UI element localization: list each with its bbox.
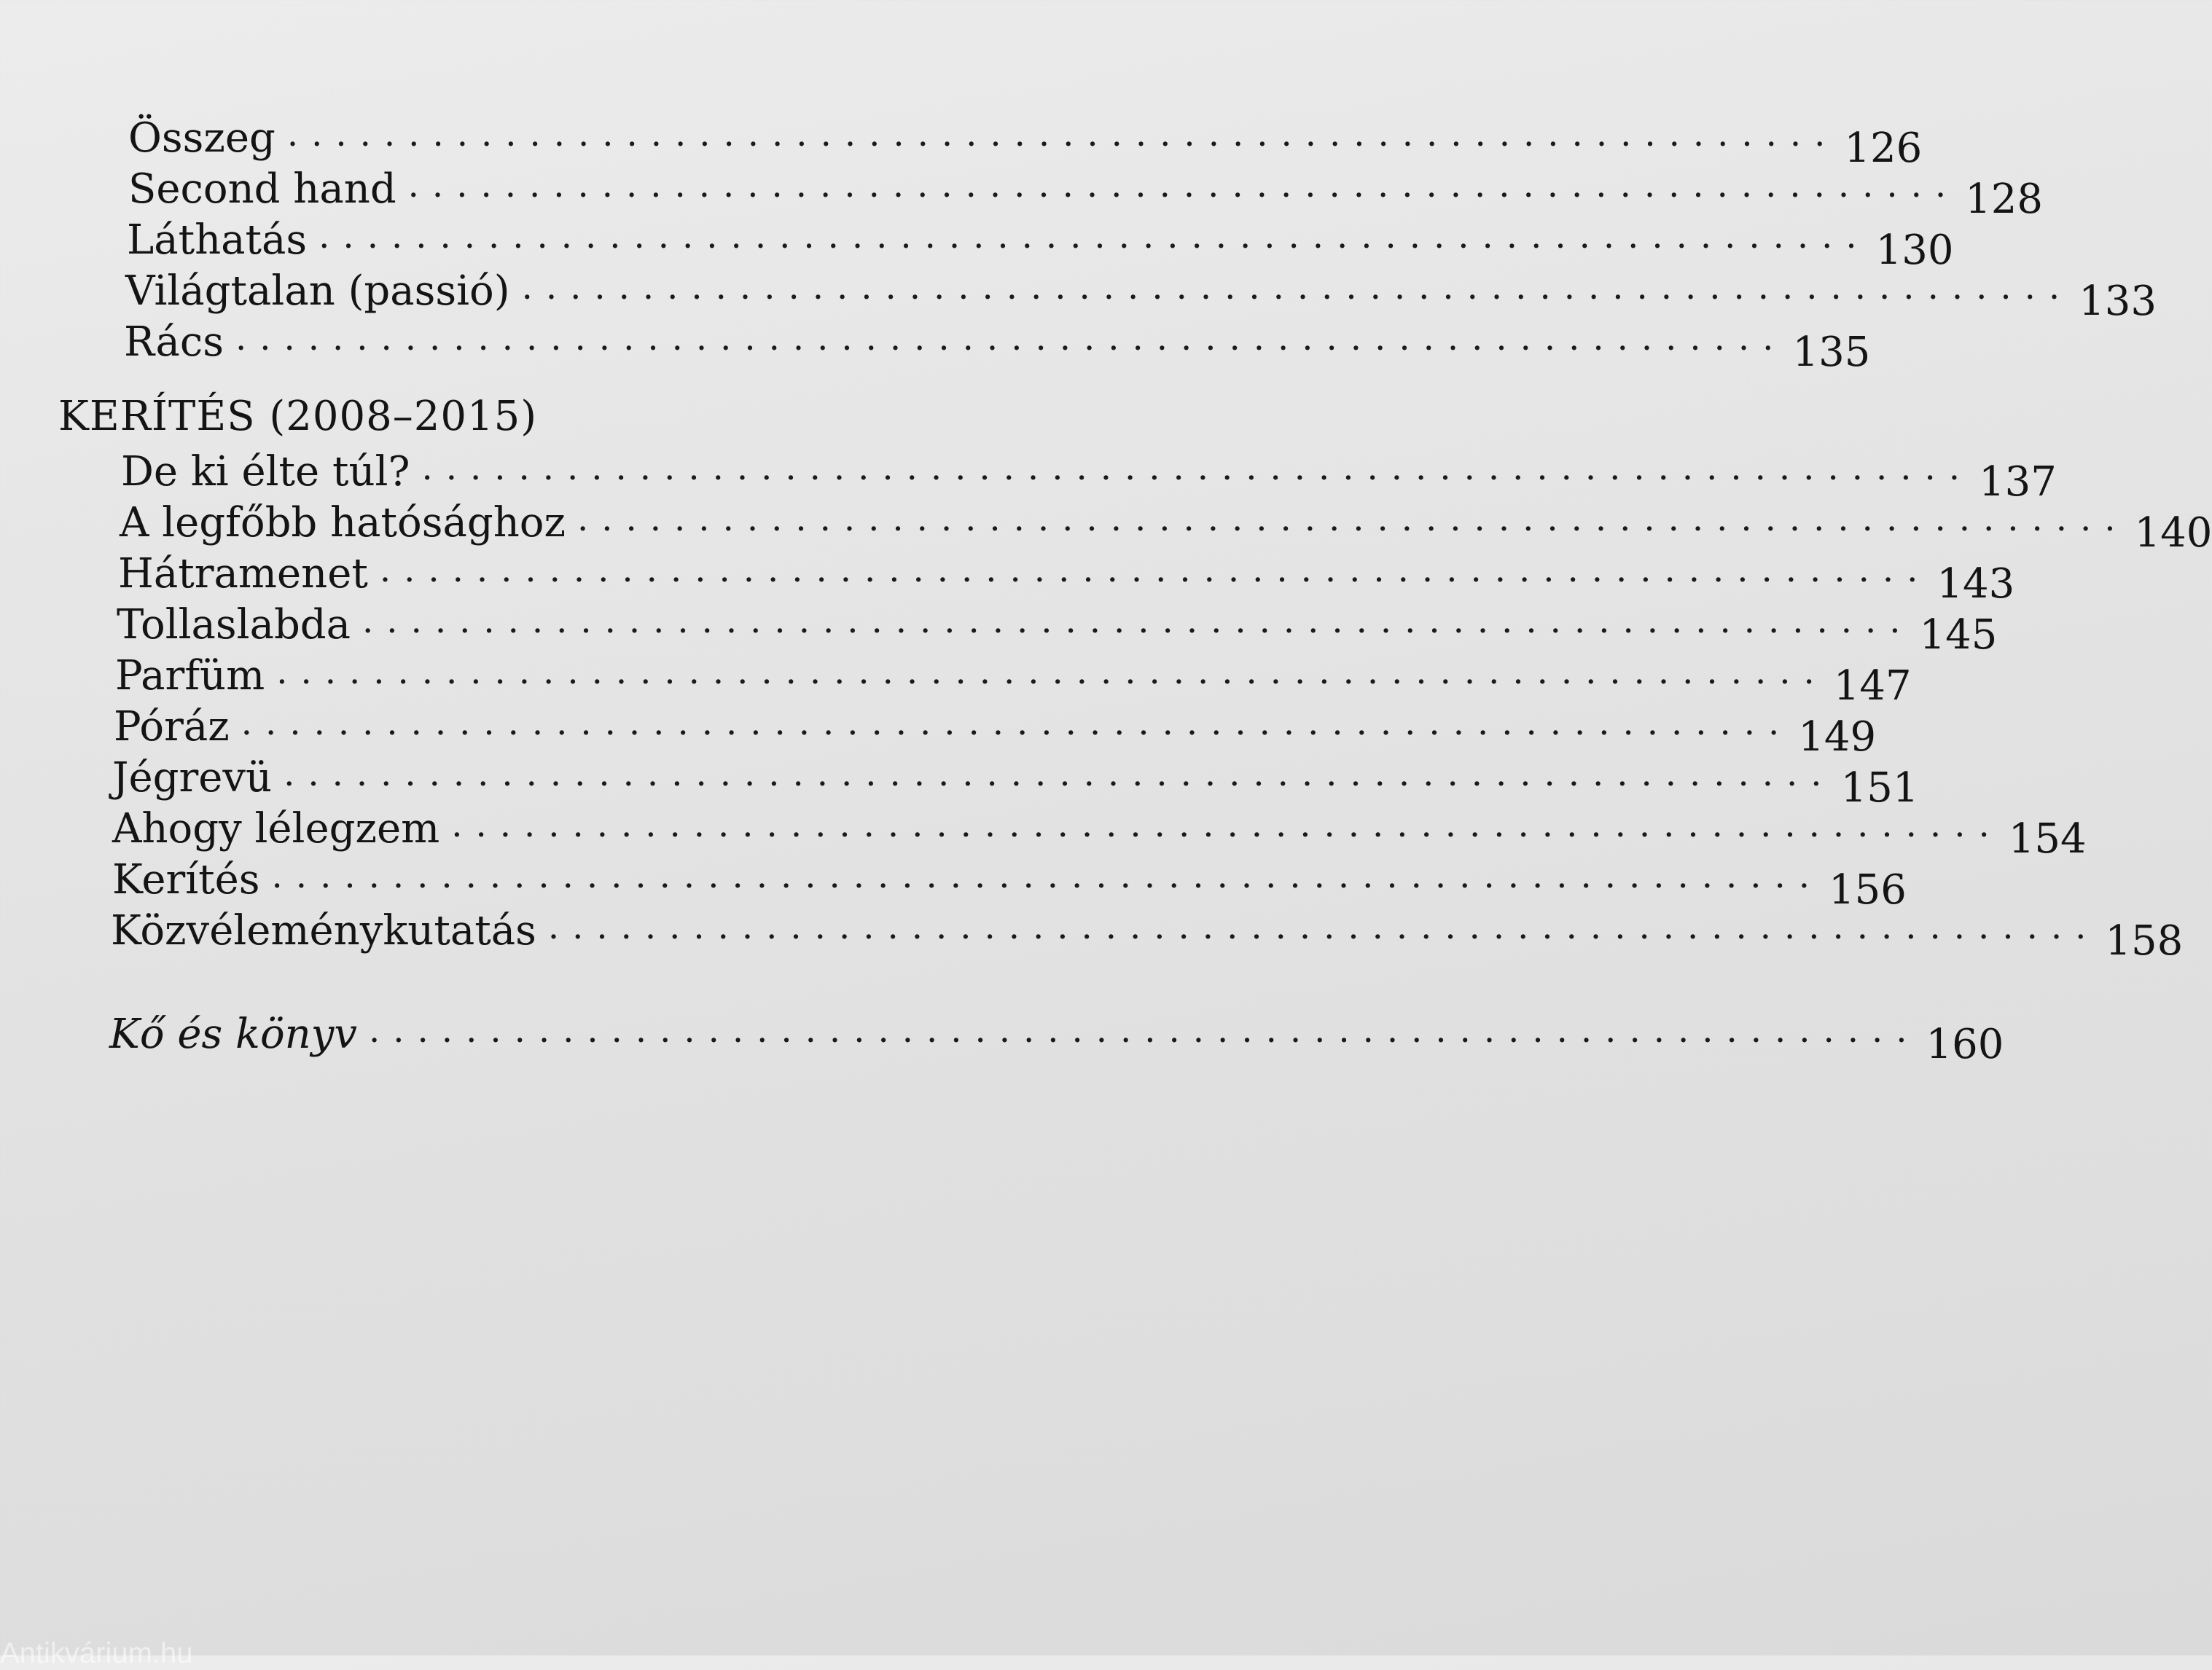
toc-leader-dots: ................................................................ [318,216,1870,256]
toc-entry-page: 126 [1844,125,1923,172]
toc-entry-title: Póráz [114,703,230,750]
toc-entry [117,596,1998,659]
toc-leader-dots: ................................................................ [362,600,1914,641]
toc-entry-title: Kerítés [112,856,260,903]
toc-entry-title: Világtalan (passió) [125,267,510,315]
toc-leader-dots: ................................................................ [369,1010,1920,1051]
toc-leader-dots: ................................................................ [521,267,2074,307]
toc-entry-page: 140 [2134,509,2212,557]
toc-entry-page: 130 [1875,227,1954,274]
toc-leader-dots: ................................................................ [451,804,2003,845]
toc-entry [112,749,1919,812]
toc-entry-page: 151 [1840,764,1919,812]
toc-entry-page: 160 [1926,1021,2004,1068]
toc-entry-page: 158 [2105,917,2184,965]
toc-entry-title: Ahogy lélegzem [112,805,440,852]
toc-entry-page: 128 [1965,176,2044,223]
toc-entry [124,313,1871,376]
toc-entry [111,902,2184,965]
toc-leader-dots: ................................................................ [235,318,1787,358]
toc-entry-final [109,1005,2004,1068]
toc-entry [115,647,1912,710]
toc-leader-dots: ................................................................ [284,753,1835,794]
toc-leader-dots: ................................................................ [577,498,2129,539]
toc-entry-title: Láthatás [127,216,308,264]
toc-entry [118,545,2015,608]
toc-entry-page: 149 [1798,713,1877,761]
toc-entry-page: 137 [1978,458,2057,506]
toc-entry-page: 143 [1937,560,2015,608]
toc-leader-dots: ................................................................ [276,651,1828,692]
toc-leader-dots: ................................................................ [547,906,2100,947]
toc-entry [128,109,1923,172]
toc-entry-title: Kő és könyv [109,1011,358,1058]
toc-leader-dots: ................................................................ [379,549,1931,590]
toc-entry-title: Tollaslabda [117,601,351,648]
toc-entry [125,262,2157,325]
toc-entry [114,698,1877,761]
toc-entry [112,800,2087,863]
toc-entry [127,211,1954,274]
toc-entry-page: 135 [1792,329,1871,376]
toc-entry-title: Összeg [128,114,275,162]
toc-entry-title: Second hand [128,165,396,213]
toc-leader-dots: ................................................................ [271,855,1824,896]
toc-entry-page: 145 [1919,611,1998,659]
toc-leader-dots: ................................................................ [241,702,1793,743]
section-heading: KERÍTÉS (2008–2015) [58,393,538,440]
toc-entry [121,443,2057,506]
toc-entry-title: Parfüm [115,652,265,699]
toc-leader-dots: ................................................................ [421,447,1973,488]
toc-entry-title: Hátramenet [118,550,368,597]
toc-entry-page: 156 [1829,866,1907,914]
toc-entry-page: 133 [2079,278,2157,325]
watermark: Antikvárium.hu [0,1637,193,1669]
toc-entry-page: 154 [2008,815,2087,863]
toc-entry-title: Rács [124,318,224,366]
toc-entry-title: De ki élte túl? [121,448,410,495]
toc-entry-title: Közvéleménykutatás [111,907,536,954]
toc-entry-title: Jégrevü [112,754,273,801]
toc-entry-page: 147 [1833,662,1912,710]
toc-entry-title: A legfőbb hatósághoz [120,499,566,546]
toc-entry [128,160,2044,223]
toc-entry [120,494,2212,557]
toc-leader-dots: ................................................................ [407,165,1960,205]
toc-leader-dots: ................................................................ [286,114,1839,154]
toc-entry [112,851,1907,914]
